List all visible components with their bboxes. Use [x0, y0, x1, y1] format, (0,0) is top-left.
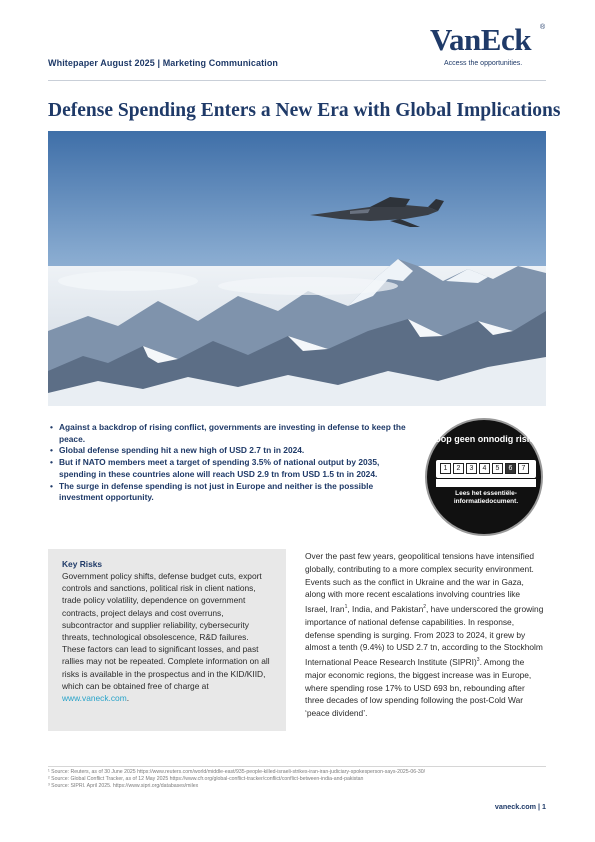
- registered-mark: ®: [540, 24, 546, 31]
- risk-scale-cell: 3: [466, 463, 477, 474]
- key-risks-title: Key Risks: [62, 559, 103, 569]
- jet-over-mountains-illustration: [48, 131, 546, 406]
- key-point: • But if NATO members meet a target of spending 3.5% of national output by 2035, spending in these countries alone will reach USD 2.9 tn from USD 1.5 tn in 2024.: [50, 457, 410, 480]
- header-divider: [48, 80, 546, 81]
- key-risks-body: [62, 570, 272, 704]
- risk-scale-ends: [436, 479, 536, 487]
- badge-title: Loop geen onnodig risico.: [429, 434, 543, 444]
- risk-scale-cell: 5: [492, 463, 503, 474]
- vaneck-link[interactable]: www.vaneck.com: [62, 693, 127, 704]
- logo-wordmark: VanEck: [430, 22, 531, 57]
- key-point: • Global defense spending hit a new high of USD 2.7 tn in 2024.: [50, 445, 410, 457]
- body-text: , have underscored the growing importance of national defense capabilities. In response, defense spending is surging. From 2023 to 2024, it grew by almost a tenth (9.4%) to USD 2.7 tn, according to the Stockholm International Peace Research Institute (SIPRI): [305, 603, 544, 667]
- vaneck-logo[interactable]: [430, 22, 550, 70]
- hero-image: [48, 131, 546, 406]
- key-risks-text: Government policy shifts, defense budget cuts, export controls and sanctions, political risk in client nations, trade policy volatility, dependence on government contracts, project delays and cost overruns, subcontractor and supplier reliability, cybersecurity threats, technological obsolescence, R&D failures. These factors can lead to significant losses, and past rallies may not be repeated. Complete information on all risks is available in the prospectus and in the KID/KIID, which can be obtained free of charge at: [62, 571, 270, 691]
- page-footer: vaneck.com | 1: [494, 802, 546, 811]
- key-point: • Against a backdrop of rising conflict, governments are investing in defense to keep the peace.: [50, 422, 410, 445]
- key-risks-tail: .: [126, 693, 130, 704]
- body-text: . Among the major economic regions, the biggest increase was in Europe, where spending rose 17% to USD 693 bn, rebounding after three decades of low spending following the post-Cold War ‘peace dividend’.: [305, 656, 532, 719]
- key-points-list: [50, 422, 410, 504]
- risk-indicator-badge: [425, 418, 543, 536]
- footnote: ³ Source: SIPRI. April 2025. https://www.sipri.org/databases/milex: [48, 783, 199, 789]
- body-text: , India, and Pakistan: [347, 603, 424, 614]
- risk-scale-cell: 4: [479, 463, 490, 474]
- logo-tagline: Access the opportunities.: [444, 60, 523, 67]
- header-meta: Whitepaper August 2025 | Marketing Communication: [48, 58, 279, 68]
- footnote-ref[interactable]: 2: [423, 604, 427, 611]
- badge-note: Lees het essentiële-informatiedocument.: [453, 490, 519, 505]
- footnote-divider: [48, 766, 546, 767]
- body-text: Over the past few years, geopolitical tensions have intensified globally, contributing to a more complex security environment. Events such as the conflict in Ukraine and the war in Gaza, along with more recent escalations involving countries like Israel, Iran: [305, 551, 535, 614]
- body-paragraph: [305, 550, 545, 720]
- key-risks-box: [48, 549, 286, 731]
- risk-scale: [436, 460, 536, 478]
- footnote-ref[interactable]: 3: [476, 657, 480, 664]
- risk-scale-cell-selected: 6: [505, 463, 516, 474]
- risk-scale-cell: 7: [518, 463, 529, 474]
- key-point: • The surge in defense spending is not just in Europe and neither is the possible investment opportunity.: [50, 481, 410, 504]
- risk-scale-cell: 1: [440, 463, 451, 474]
- footnote-ref[interactable]: 1: [344, 604, 348, 611]
- risk-scale-cell: 2: [453, 463, 464, 474]
- footnote: ² Source: Global Conflict Tracker, as of 12 May 2025 https://www.cfr.org/global-conflict-tracker/conflict/conflict-between-india-and-pakistan: [48, 776, 364, 782]
- page-title: Defense Spending Enters a New Era with Global Implications: [48, 100, 561, 121]
- footnotes: [48, 769, 448, 790]
- footnote: ¹ Source: Reuters, as of 30 June 2025 https://www.reuters.com/world/middle-east/935-people-killed-israeli-strikes-iran-iran-judiciary-spokesperson-says-2025-06-30/: [48, 769, 426, 775]
